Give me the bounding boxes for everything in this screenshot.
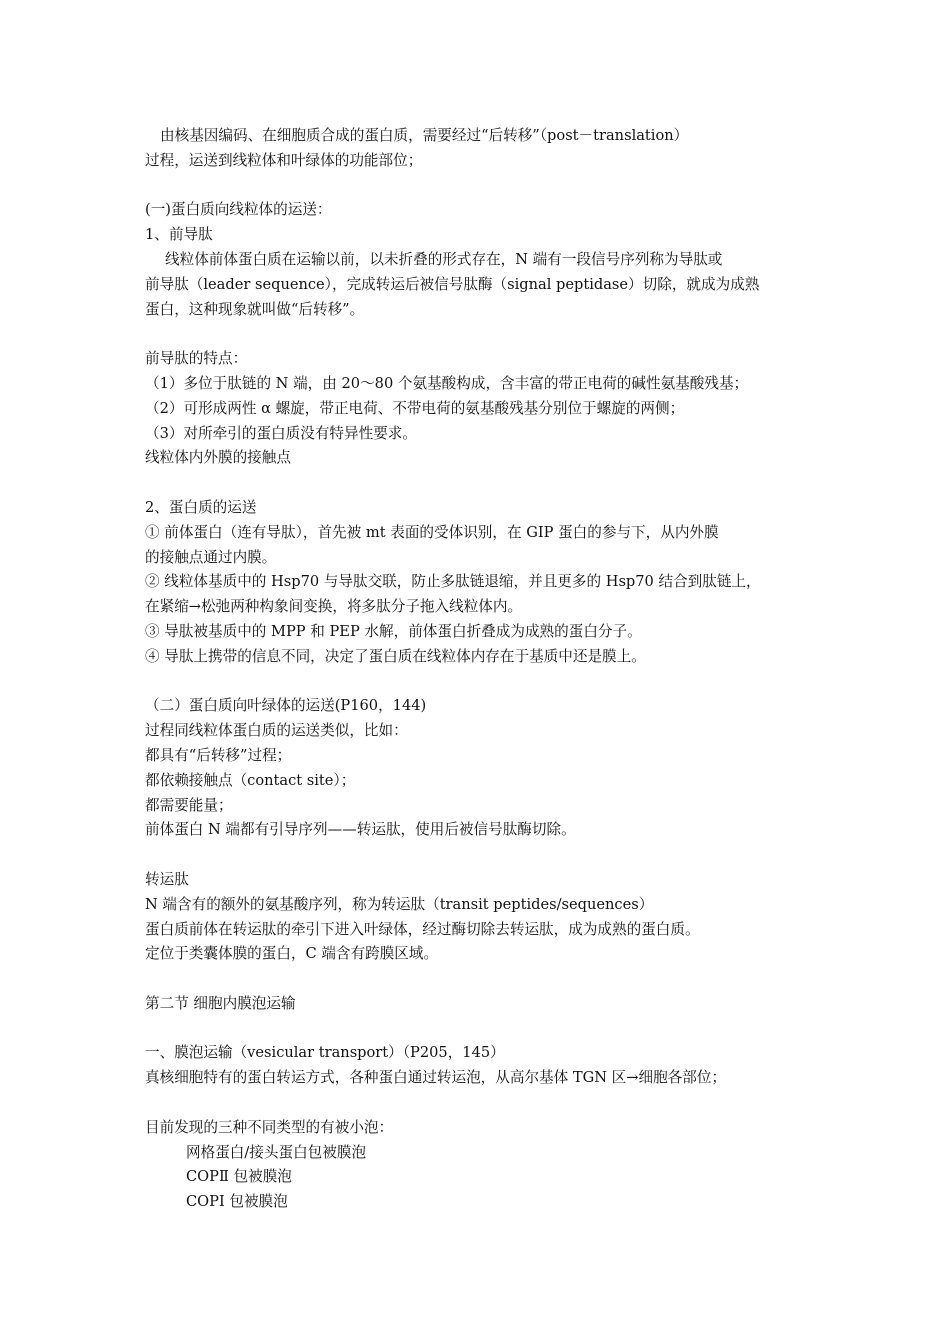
feature-item: （1）多位于肽链的 N 端，由 20～80 个氨基酸构成，含丰富的带正电荷的碱性氨基酸残基； bbox=[145, 374, 749, 392]
coated-type-item: COPⅡ 包被膜泡 bbox=[186, 1168, 292, 1186]
vesicular-desc: 真核细胞特有的蛋白转运方式，各种蛋白通过转运泡，从高尔基体 TGN 区→细胞各部位； bbox=[145, 1069, 727, 1087]
spacer bbox=[145, 1091, 835, 1116]
step-line: 在紧缩→松弛两种构象间变换，将多肽分子拖入线粒体内。 bbox=[145, 598, 523, 616]
spacer bbox=[145, 174, 835, 199]
leader-para-line-3: 蛋白，这种现象就叫做“后转移”。 bbox=[145, 300, 365, 318]
intro-line-1: 由核基因编码、在细胞质合成的蛋白质，需要经过“后转移”（post－translation） bbox=[160, 127, 689, 144]
vesicular-heading: 一、膜泡运输（vesicular transport）（P205，145） bbox=[145, 1044, 505, 1062]
transit-line: 定位于类囊体膜的蛋白，C 端含有跨膜区域。 bbox=[145, 945, 439, 963]
similarity-item: 前体蛋白 N 端都有引导序列——转运肽，使用后被信号肽酶切除。 bbox=[145, 821, 576, 839]
chloro-heading: （二）蛋白质向叶绿体的运送(P160，144) bbox=[145, 697, 427, 715]
leader-para-line-1: 线粒体前体蛋白质在运输以前，以未折叠的形式存在，N 端有一段信号序列称为导肽或 bbox=[165, 250, 723, 268]
transit-line: 蛋白质前体在转运肽的牵引下进入叶绿体，经过酶切除去转运肽，成为成熟的蛋白质。 bbox=[145, 920, 700, 938]
leader-para-line-2: 前导肽（leader sequence），完成转运后被信号肽酶（signal peptidase）切除，就成为成熟 bbox=[145, 275, 760, 293]
step-line: ④ 导肽上携带的信息不同，决定了蛋白质在线粒体内存在于基质中还是膜上。 bbox=[145, 647, 646, 665]
spacer bbox=[145, 967, 835, 992]
step-line: 的接触点通过内膜。 bbox=[145, 548, 277, 566]
similarity-item: 都具有“后转移”过程； bbox=[145, 746, 292, 764]
spacer bbox=[145, 1017, 835, 1042]
coated-type-item: 网格蛋白/接头蛋白包被膜泡 bbox=[186, 1143, 367, 1161]
step-line: ① 前体蛋白（连有导肽），首先被 mt 表面的受体识别，在 GIP 蛋白的参与下，从内外膜 bbox=[145, 523, 719, 541]
leader-peptide-title: 1、前导肽 bbox=[145, 226, 213, 244]
coated-intro: 目前发现的三种不同类型的有被小泡： bbox=[145, 1118, 394, 1136]
features-title: 前导肽的特点： bbox=[145, 350, 248, 368]
protein-transport-title: 2、蛋白质的运送 bbox=[145, 498, 257, 516]
step-line: ② 线粒体基质中的 Hsp70 与导肽交联，防止多肽链退缩，并且更多的 Hsp70 结合到肽链上， bbox=[145, 573, 761, 591]
feature-item: （3）对所牵引的蛋白质没有特异性要求。 bbox=[145, 424, 417, 442]
similarity-item: 都依赖接触点（contact site）； bbox=[145, 771, 356, 789]
spacer bbox=[145, 843, 835, 868]
coated-type-item: COPⅠ 包被膜泡 bbox=[186, 1193, 288, 1211]
contact-point-line: 线粒体内外膜的接触点 bbox=[145, 449, 291, 467]
transit-line: N 端含有的额外的氨基酸序列，称为转运肽（transit peptides/sequences） bbox=[145, 895, 654, 913]
spacer bbox=[145, 670, 835, 695]
spacer bbox=[145, 322, 835, 347]
document-page bbox=[145, 124, 835, 1215]
intro-line-2: 过程，运送到线粒体和叶绿体的功能部位； bbox=[145, 151, 423, 169]
mito-heading: (一)蛋白质向线粒体的运送： bbox=[145, 201, 332, 219]
feature-item: （2）可形成两性 α 螺旋，带正电荷、不带电荷的氨基酸残基分别位于螺旋的两侧； bbox=[145, 399, 685, 417]
similar-intro: 过程同线粒体蛋白质的运送类似，比如： bbox=[145, 722, 408, 740]
transit-peptide-title: 转运肽 bbox=[145, 870, 189, 888]
step-line: ③ 导肽被基质中的 MPP 和 PEP 水解，前体蛋白折叠成为成熟的蛋白分子。 bbox=[145, 622, 642, 640]
similarity-item: 都需要能量； bbox=[145, 796, 233, 814]
section-2-title: 第二节 细胞内膜泡运输 bbox=[145, 994, 296, 1012]
spacer bbox=[145, 471, 835, 496]
